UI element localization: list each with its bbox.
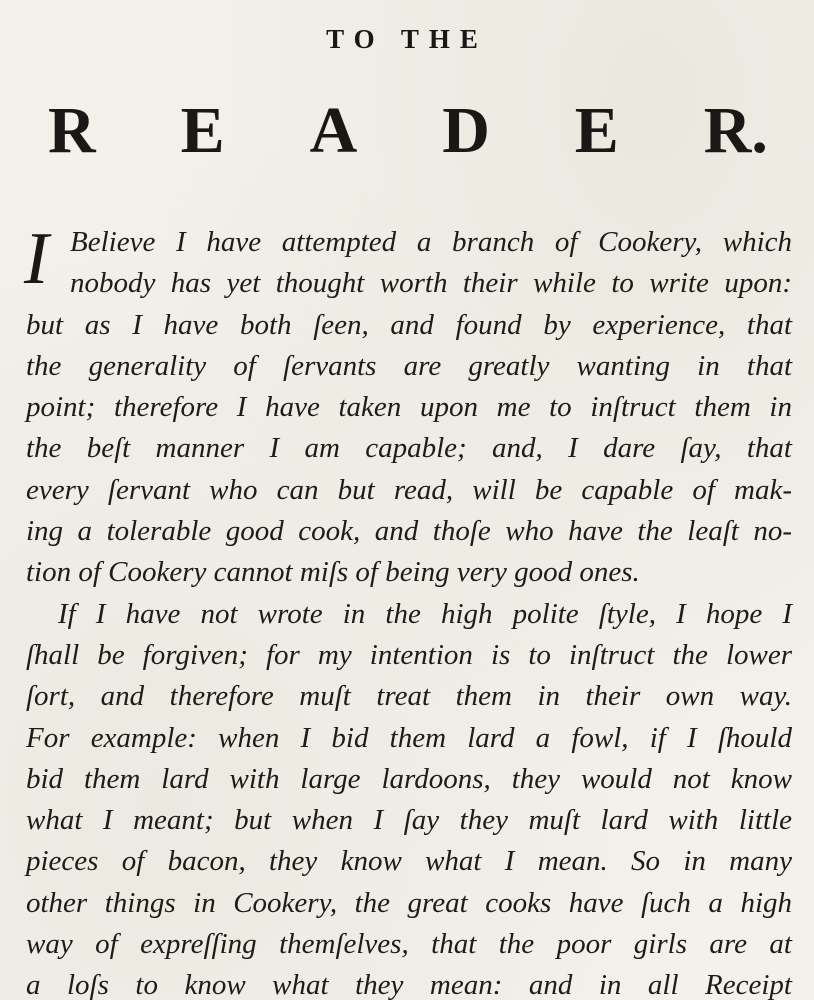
text-line: pieces of bacon, they know what I mean. So in many: [26, 845, 792, 878]
text-line: For example: when I bid them lard a fowl, if I ſhould: [26, 721, 792, 754]
text-line: ſhall be forgiven; for my intention is to inſtruct the lower: [26, 638, 792, 671]
text-line: but as I have both ſeen, and found by experience, that: [26, 308, 792, 341]
heading-letter: D: [442, 94, 490, 167]
drop-cap: I: [24, 218, 49, 300]
heading-to-the: TO THE: [326, 24, 488, 54]
text-line: way of expreſſing themſelves, that the poor girls are at: [26, 928, 792, 961]
heading-letter: R: [48, 94, 96, 167]
text-line: every ſervant who can but read, will be capable of mak-: [26, 473, 792, 506]
text-line: bid them lard with large lardoons, they would not know: [26, 762, 792, 795]
text-line: nobody has yet thought worth their while to write upon:: [70, 267, 792, 300]
heading-letter: E: [180, 94, 225, 167]
heading-letter: R.: [703, 94, 768, 167]
text-line: a loſs to know what they mean: and in all Receipt: [26, 969, 792, 1000]
heading-reader: [48, 94, 768, 167]
text-line: Believe I have attempted a branch of Cookery, which: [70, 226, 792, 258]
text-line: ing a tolerable good cook, and thoſe who have the leaſt no-: [26, 515, 792, 548]
heading-letter: A: [309, 94, 358, 167]
text-line: other things in Cookery, the great cooks have ſuch a high: [26, 886, 792, 919]
body-text: [24, 218, 792, 1000]
text-line: ſort, and therefore muſt treat them in their own way.: [26, 680, 792, 713]
text-line: what I meant; but when I ſay they muſt lard with little: [26, 804, 792, 837]
text-line: the beſt manner I am capable; and, I dare ſay, that: [26, 432, 792, 465]
text-line: If I have not wrote in the high polite ſtyle, I hope I: [58, 597, 792, 630]
heading-letter: E: [574, 94, 619, 167]
text-line: point; therefore I have taken upon me to inſtruct them in: [26, 391, 792, 424]
text-line: tion of Cookery cannot miſs of being very good ones.: [26, 556, 640, 589]
text-line: the generality of ſervants are greatly wanting in that: [26, 349, 792, 382]
